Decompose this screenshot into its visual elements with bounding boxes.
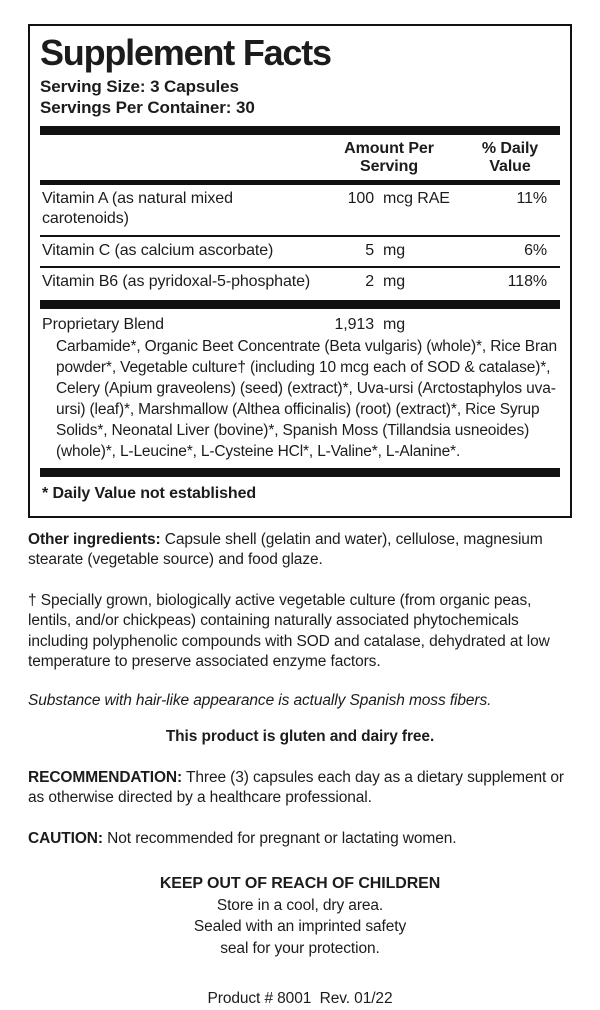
dagger-note-paragraph: † Specially grown, biologically active vegetable culture (from organic peas, lentils, and/or chickpeas) containing naturally associated phytochemicals including polyphenolic compounds with SOD and catalase, dehydrated at low temperature to preserve associated enzyme factors.: [28, 591, 550, 671]
keep-out-of-reach-heading: KEEP OUT OF REACH OF CHILDREN: [159, 875, 441, 893]
nutrient-amount: [314, 241, 464, 262]
proprietary-blend-row: [40, 309, 560, 337]
caution-paragraph: [28, 829, 572, 850]
nutrient-amount-unit: mg: [383, 273, 406, 291]
divider-thick-footnote: [40, 468, 560, 477]
blend-amount: [314, 315, 464, 336]
dv-header-line2: Value: [489, 157, 531, 175]
nutrient-row-vitamin-c: [40, 237, 560, 267]
servings-per-container-line: Servings Per Container: 30: [40, 97, 255, 117]
product-number-line: Product # 8001 Rev. 01/22: [207, 990, 393, 1008]
recommendation-text: Three (3) capsules each day as a dietary supplement or as otherwise directed by a healthcare professional.: [28, 768, 564, 807]
blend-name: Proprietary Blend: [42, 315, 164, 333]
sealed-line-2: seal for your protection.: [220, 939, 380, 957]
amount-header-line2: Serving: [360, 157, 418, 175]
divider-thick-top: [40, 126, 560, 135]
other-ingredients-paragraph: [28, 530, 572, 571]
supplement-facts-panel: [28, 24, 572, 518]
panel-title: Supplement Facts: [40, 32, 331, 73]
store-line: Store in a cool, dry area.: [216, 896, 384, 914]
nutrient-daily-value: 6%: [524, 241, 547, 259]
nutrient-name: Vitamin A (as natural mixed carotenoids): [42, 189, 233, 228]
recommendation-paragraph: [28, 768, 572, 809]
nutrient-name: Vitamin B6 (as pyridoxal-5-phosphate): [42, 273, 311, 291]
amount-header-line1: Amount Per: [344, 139, 434, 157]
nutrient-row-vitamin-b6: [40, 268, 560, 298]
nutrient-row-vitamin-a: [40, 185, 560, 235]
serving-size-line: Serving Size: 3 Capsules: [40, 76, 239, 96]
nutrient-amount: [314, 272, 464, 293]
nutrient-daily-value: 118%: [507, 273, 547, 291]
sealed-line-1: Sealed with an imprinted safety: [193, 918, 407, 936]
gluten-dairy-free-note: This product is gluten and dairy free.: [165, 728, 435, 746]
nutrient-amount: [314, 189, 464, 210]
amount-per-serving-header: [314, 140, 464, 176]
storage-instructions: [28, 895, 572, 960]
percent-daily-value-header: [464, 140, 560, 176]
divider-thick-blend: [40, 300, 560, 309]
recommendation-label: RECOMMENDATION:: [28, 768, 183, 786]
blend-amount-number: 1,913: [334, 315, 374, 333]
caution-label: CAUTION:: [28, 829, 103, 847]
nutrient-amount-unit: mcg RAE: [383, 189, 450, 207]
daily-value-footnote: * Daily Value not established: [42, 485, 257, 503]
nutrient-name: Vitamin C (as calcium ascorbate): [42, 241, 274, 259]
dv-header-line1: % Daily: [481, 139, 539, 157]
other-ingredients-label: Other ingredients:: [28, 530, 161, 548]
spanish-moss-note: Substance with hair-like appearance is actually Spanish moss fibers.: [28, 691, 492, 709]
nutrient-daily-value: 11%: [516, 189, 547, 207]
other-ingredients-text: Capsule shell (gelatin and water), cellulose, magnesium stearate (vegetable source) and food glaze.: [28, 530, 543, 569]
column-header-row: [40, 135, 560, 180]
blend-ingredients: Carbamide*, Organic Beet Concentrate (Beta vulgaris) (whole)*, Rice Bran powder*, Vegetable culture† (including 10 mcg each of SOD & catalase)*, Celery (Apium graveolens) (seed) (extract)*, Uva-ursi (Arctostaphylos uva-ursi) (leaf)*, Marshmallow (Althea officinalis) (root) (extract)*, Rice Syrup Solids*, Neonatal Liver (bovine)*, Spanish Moss (Tillandsia usneoides) (whole)*, L-Leucine*, L-Cysteine HCl*, L-Valine*, L-Alanine*.: [56, 338, 557, 461]
nutrient-amount-number: 5: [365, 241, 374, 259]
caution-text: Not recommended for pregnant or lactating women.: [102, 829, 457, 847]
nutrient-amount-number: 100: [347, 189, 374, 207]
nutrient-amount-number: 2: [365, 273, 374, 291]
nutrient-amount-unit: mg: [383, 241, 406, 259]
blend-amount-unit: mg: [383, 315, 406, 333]
